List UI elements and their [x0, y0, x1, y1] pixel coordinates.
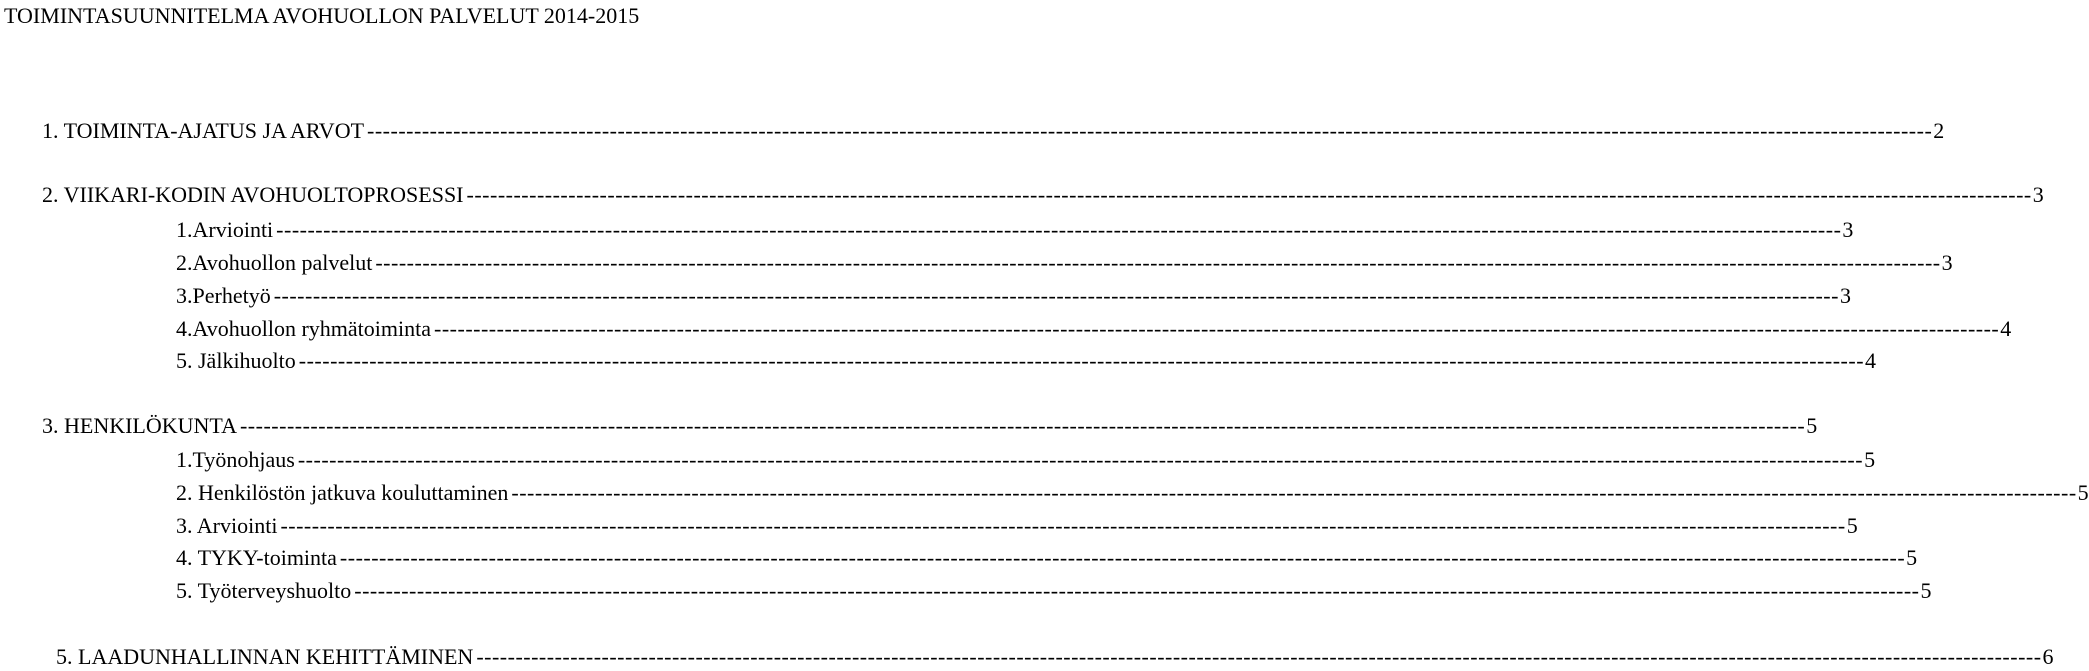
toc-page-number: 2: [1933, 118, 1945, 143]
toc-entry-label: 5. Työterveyshuolto: [176, 578, 352, 603]
toc-page-number: 5: [2077, 480, 2089, 505]
toc-entry[interactable]: [42, 117, 1945, 145]
toc-page-number: 5: [1846, 513, 1858, 538]
toc-entry-label: 2. Henkilöstön jatkuva kouluttaminen: [176, 480, 509, 505]
toc-entry[interactable]: [176, 216, 1854, 244]
toc-entry-label: 1.Arviointi: [176, 217, 274, 242]
toc-entry[interactable]: [176, 544, 1918, 572]
toc-dot-leader: --------------------------------------------------------------------------------------------------------------------------------------------------------------------------------------------------------: [434, 316, 2000, 341]
toc-entry[interactable]: [176, 479, 2089, 507]
toc-dot-leader: --------------------------------------------------------------------------------------------------------------------------------------------------------------------------------------------------------: [339, 545, 1906, 570]
toc-dot-leader: --------------------------------------------------------------------------------------------------------------------------------------------------------------------------------------------------------: [476, 644, 2042, 669]
toc-entry[interactable]: [176, 249, 1953, 277]
toc-entry-label: 5. Jälkihuolto: [176, 348, 296, 373]
toc-page-number: 6: [2042, 644, 2054, 669]
toc-page-number: 5: [1806, 413, 1818, 438]
toc-entry[interactable]: [176, 315, 2012, 343]
toc-dot-leader: --------------------------------------------------------------------------------------------------------------------------------------------------------------------------------------------------------: [354, 578, 1920, 603]
toc-dot-leader: --------------------------------------------------------------------------------------------------------------------------------------------------------------------------------------------------------: [375, 250, 1941, 275]
toc-page-number: 4: [2000, 316, 2012, 341]
toc-dot-leader: --------------------------------------------------------------------------------------------------------------------------------------------------------------------------------------------------------: [273, 283, 1839, 308]
toc-page-number: 3: [1839, 283, 1851, 308]
toc-entry-label: 3. Arviointi: [176, 513, 278, 538]
toc-dot-leader: --------------------------------------------------------------------------------------------------------------------------------------------------------------------------------------------------------: [298, 348, 1865, 373]
toc-entry[interactable]: [176, 577, 1932, 605]
toc-entry[interactable]: [176, 446, 1876, 474]
toc-entry-label: 4.Avohuollon ryhmätoiminta: [176, 316, 432, 341]
toc-entry-label: 2. VIIKARI-KODIN AVOHUOLTOPROSESSI: [42, 182, 464, 207]
toc-entry-label: 3.Perhetyö: [176, 283, 271, 308]
toc-dot-leader: --------------------------------------------------------------------------------------------------------------------------------------------------------------------------------------------------------: [297, 447, 1864, 472]
toc-entry-label: 3. HENKILÖKUNTA: [42, 413, 237, 438]
toc-page-number: 3: [1941, 250, 1953, 275]
toc-page-number: 5: [1906, 545, 1918, 570]
toc-entry-label: 1. TOIMINTA-AJATUS JA ARVOT: [42, 118, 365, 143]
document-title: TOIMINTASUUNNITELMA AVOHUOLLON PALVELUT 2014-2015: [4, 3, 640, 28]
toc-entry[interactable]: [42, 181, 2044, 209]
toc-entry[interactable]: [56, 643, 2054, 671]
toc-page-number: 5: [1864, 447, 1876, 472]
toc-entry-label: 5. LAADUNHALLINNAN KEHITTÄMINEN: [56, 644, 474, 669]
toc-dot-leader: --------------------------------------------------------------------------------------------------------------------------------------------------------------------------------------------------------: [239, 413, 1806, 438]
toc-dot-leader: --------------------------------------------------------------------------------------------------------------------------------------------------------------------------------------------------------: [276, 217, 1842, 242]
toc-page-number: 3: [2032, 182, 2044, 207]
toc-page-number: 3: [1842, 217, 1854, 242]
toc-dot-leader: --------------------------------------------------------------------------------------------------------------------------------------------------------------------------------------------------------: [466, 182, 2032, 207]
toc-page-number: 5: [1920, 578, 1932, 603]
toc-dot-leader: --------------------------------------------------------------------------------------------------------------------------------------------------------------------------------------------------------: [367, 118, 1933, 143]
toc-page-number: 4: [1865, 348, 1877, 373]
toc-entry-label: 4. TYKY-toiminta: [176, 545, 337, 570]
toc-dot-leader: --------------------------------------------------------------------------------------------------------------------------------------------------------------------------------------------------------: [280, 513, 1846, 538]
toc-entry-label: 1.Työnohjaus: [176, 447, 295, 472]
toc-dot-leader: --------------------------------------------------------------------------------------------------------------------------------------------------------------------------------------------------------: [511, 480, 2077, 505]
toc-entry[interactable]: [42, 412, 1818, 440]
toc-entry-label: 2.Avohuollon palvelut: [176, 250, 373, 275]
toc-entry[interactable]: [176, 512, 1858, 540]
toc-entry[interactable]: [176, 347, 1877, 375]
toc-entry[interactable]: [176, 282, 1851, 310]
